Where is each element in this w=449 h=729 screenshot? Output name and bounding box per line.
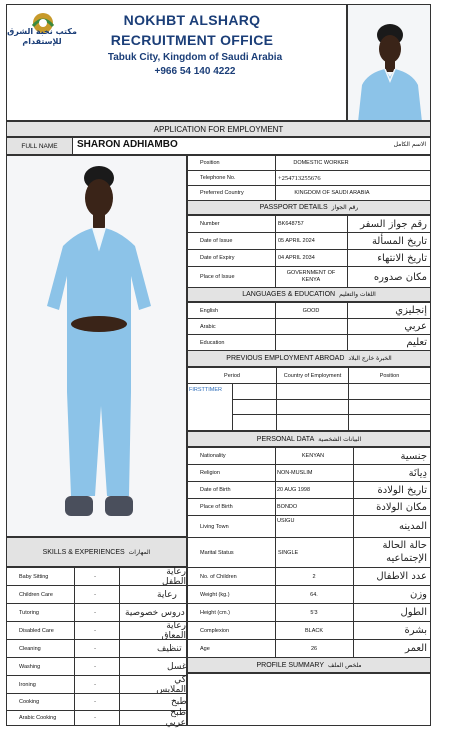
profile-summary-title-ar: ملخص الملف — [328, 661, 362, 669]
dob-row — [187, 481, 431, 498]
skill-row — [6, 675, 187, 693]
height-value: 5'3 — [310, 609, 318, 616]
profile-summary-body — [187, 673, 431, 726]
religion-label: Religion — [200, 470, 220, 476]
divider — [353, 640, 354, 657]
skill-row — [6, 639, 187, 657]
complexion-ar: بشرة — [404, 625, 427, 636]
place-of-issue-ar: مكان صدوره — [373, 271, 427, 283]
full-name-label-ar: الاسم الكامل — [393, 141, 426, 148]
children-value: 2 — [312, 573, 316, 580]
divider — [119, 711, 120, 725]
pob-label: Place of Birth — [200, 504, 233, 510]
age-ar: العمر — [405, 643, 427, 654]
skill-value: - — [94, 573, 96, 580]
personal-data-title: PERSONAL DATA — [256, 435, 315, 443]
children-row — [187, 567, 431, 585]
employment-col-country: Country of Employment — [276, 368, 348, 384]
skill-ar: رعاية — [157, 589, 177, 600]
skill-label: Tutoring — [19, 609, 39, 616]
divider — [119, 676, 120, 693]
passport-number-row — [187, 215, 431, 232]
divider — [119, 658, 120, 675]
height-label: Height (cm.) — [200, 609, 230, 616]
passport-number-value: BK648757 — [278, 221, 304, 227]
skill-ar: غسل — [167, 661, 187, 672]
company-title-line1: NOKHBT ALSHARQ — [123, 12, 261, 28]
preferred-country-row — [187, 185, 431, 200]
divider — [275, 250, 276, 266]
divider — [347, 319, 348, 334]
divider — [119, 568, 120, 585]
skill-label: Cooking — [19, 699, 40, 705]
divider — [353, 482, 354, 498]
living-town-label: Living Town — [200, 523, 229, 530]
divider — [353, 604, 354, 621]
marital-ar-line1: حالة الحالة — [382, 540, 427, 551]
position-row — [187, 155, 431, 170]
dob-label: Date of Birth — [200, 487, 231, 493]
age-value: 26 — [310, 645, 318, 652]
dob-value: 20 AUG 1998 — [277, 487, 311, 493]
employment-first-entry: FIRSTTIMER — [189, 387, 222, 393]
full-name-row — [6, 137, 431, 155]
weight-value: 64. — [310, 591, 318, 598]
divider — [347, 250, 348, 266]
living-town-row — [187, 515, 431, 537]
logo-ar-line2: للإستقدام — [22, 37, 62, 46]
grid-line — [232, 414, 430, 415]
company-phone: +966 54 140 4222 — [154, 66, 236, 77]
education-label: Education — [200, 339, 225, 346]
preferred-country-value: KINGDOM OF SAUDI ARABIA — [294, 190, 370, 196]
arabic-row — [187, 318, 431, 334]
full-name-label: FULL NAME — [21, 142, 58, 150]
skills-title: SKILLS & EXPERIENCES — [42, 548, 125, 556]
arabic-value — [276, 319, 346, 334]
pob-row — [187, 498, 431, 515]
divider — [275, 216, 276, 232]
full-name-value: SHARON ADHIAMBO — [77, 139, 178, 150]
religion-value: NON-MUSLIM — [277, 470, 313, 476]
divider — [347, 335, 348, 350]
divider — [275, 171, 276, 185]
divider — [275, 482, 276, 498]
place-of-issue-value: GOVERNMENT OF KENYA — [286, 270, 336, 283]
passport-header — [187, 200, 431, 215]
issue-date-ar: تاريخ المسألة — [371, 235, 427, 247]
skill-label: Ironing — [19, 681, 36, 688]
divider — [347, 233, 348, 249]
issue-date-value: 05 APRIL 2024 — [278, 238, 315, 244]
education-ar: تعليم — [406, 337, 427, 348]
education-value — [276, 335, 346, 350]
skill-label: Cleaning — [19, 645, 41, 652]
employment-grid — [188, 384, 430, 430]
divider — [275, 267, 276, 287]
languages-header — [187, 287, 431, 302]
portrait-figure — [348, 5, 431, 121]
skill-ar: طبخ — [171, 697, 187, 707]
employment-col-period: Period — [188, 368, 276, 384]
skill-row — [6, 603, 187, 621]
living-town-value: USIGU — [277, 518, 295, 524]
divider — [275, 499, 276, 515]
previous-employment-title-ar: الخبرة خارج البلاد — [348, 355, 392, 362]
weight-row — [187, 585, 431, 603]
divider — [353, 622, 354, 639]
application-title — [6, 121, 431, 137]
skill-label: Disabled Care — [19, 627, 54, 634]
divider — [119, 586, 120, 603]
height-ar: الطول — [400, 607, 427, 618]
skill-row — [6, 621, 187, 639]
skill-ar: دروس خصوصية — [125, 607, 185, 618]
languages-title: LANGUAGES & EDUCATION — [242, 291, 336, 298]
height-row — [187, 603, 431, 621]
children-ar: عدد الاطفال — [376, 571, 427, 582]
place-of-issue-row — [187, 266, 431, 287]
full-body-photo — [6, 155, 187, 537]
skill-label: Arabic Cooking — [19, 715, 57, 721]
divider — [353, 586, 354, 603]
full-name-label-cell — [7, 138, 73, 154]
grid-line — [232, 384, 233, 430]
arabic-label: Arabic — [200, 323, 216, 330]
passport-title: PASSPORT DETAILS — [259, 204, 328, 211]
nationality-value: KENYAN — [301, 453, 325, 459]
skill-label: Children Care — [19, 591, 53, 598]
marital-ar-line2: الإجتماعيه — [386, 553, 427, 564]
weight-label: Weight (kg.) — [200, 591, 230, 598]
expiry-date-value: 04 APRIL 2034 — [278, 255, 315, 261]
skill-value: - — [94, 645, 96, 652]
skill-row — [6, 585, 187, 603]
skill-value: - — [94, 609, 96, 616]
divider — [275, 516, 276, 537]
nationality-label: Nationality — [200, 453, 226, 459]
weight-ar: وزن — [409, 589, 427, 600]
english-row — [187, 302, 431, 318]
children-label: No. of Children — [200, 573, 237, 580]
pob-value: BONDO — [277, 504, 298, 510]
nationality-ar: جنسية — [400, 450, 427, 462]
profile-summary-title: PROFILE SUMMARY — [256, 661, 325, 669]
english-ar: إنجليزي — [395, 305, 427, 316]
marital-value: SINGLE — [278, 549, 299, 556]
skill-value: - — [94, 715, 96, 721]
telephone-value: +254713255676 — [278, 174, 321, 182]
complexion-row — [187, 621, 431, 639]
religion-ar: دِيانَة — [408, 467, 427, 479]
pob-ar: مكان الولادة — [376, 501, 427, 513]
skill-row — [6, 710, 187, 726]
previous-employment-title: PREVIOUS EMPLOYMENT ABROAD — [226, 355, 345, 362]
divider — [119, 622, 120, 639]
place-of-issue-label: Place of Issue — [200, 274, 235, 280]
divider — [275, 233, 276, 249]
english-label: English — [200, 307, 219, 314]
education-row — [187, 334, 431, 350]
divider — [347, 303, 348, 318]
religion-row — [187, 464, 431, 481]
complexion-label: Complexion — [200, 627, 230, 634]
skill-value: - — [94, 627, 96, 634]
expiry-date-ar: تاريخ الانتهاء — [377, 252, 427, 264]
skill-ar: تنظيف — [157, 643, 182, 654]
divider — [347, 216, 348, 232]
skill-label: Baby Sitting — [19, 573, 49, 580]
issue-date-row — [187, 232, 431, 249]
age-label: Age — [200, 645, 210, 652]
logo-ar-line1: مكتب نخبة الشرق — [7, 27, 77, 36]
passport-title-ar: رقم الجواز — [331, 204, 359, 211]
preferred-country-label: Preferred Country — [200, 190, 244, 196]
passport-number-label: Number — [200, 221, 220, 227]
divider — [347, 267, 348, 287]
dob-ar: تاريخ الولادة — [377, 484, 427, 496]
skills-title-ar: المهارات — [128, 548, 151, 556]
divider — [119, 604, 120, 621]
full-body-figure — [7, 156, 187, 537]
divider — [119, 694, 120, 710]
age-row — [187, 639, 431, 657]
skill-value: - — [94, 663, 96, 670]
arabic-ar: عربي — [404, 321, 427, 332]
languages-title-ar: اللغات والتعليم — [339, 291, 376, 298]
skill-value: - — [94, 591, 96, 598]
skills-header — [6, 537, 187, 567]
company-title-line2: RECRUITMENT OFFICE — [110, 32, 274, 48]
position-value: DOMESTIC WORKER — [293, 160, 349, 166]
passport-number-ar: رقم جواز السفر — [360, 218, 427, 230]
grid-line — [232, 399, 430, 400]
expiry-date-row — [187, 249, 431, 266]
skill-value: - — [94, 699, 96, 705]
grid-line — [276, 384, 277, 430]
expiry-date-label: Date of Expiry — [200, 255, 235, 261]
telephone-row — [187, 170, 431, 185]
personal-data-title-ar: البيانات الشخصية — [318, 435, 362, 443]
divider — [275, 538, 276, 567]
skill-ar: رعاية الطفل — [162, 566, 186, 587]
divider — [353, 465, 354, 481]
portrait-photo — [347, 4, 431, 121]
skill-label: Washing — [19, 663, 41, 670]
marital-row — [187, 537, 431, 567]
nationality-row — [187, 447, 431, 464]
divider — [353, 568, 354, 585]
issue-date-label: Date of Issue — [200, 238, 233, 244]
previous-employment-header — [187, 350, 431, 367]
skill-ar: طبخ عربي — [165, 708, 186, 728]
english-value: GOOD — [302, 307, 320, 314]
company-address: Tabuk City, Kingdom of Saudi Arabia — [107, 52, 283, 63]
skill-ar: كي الملابس — [156, 674, 186, 695]
complexion-value: BLACK — [304, 627, 324, 634]
skill-ar: رعاية المعاق — [161, 620, 186, 641]
skill-value: - — [94, 681, 96, 688]
telephone-label: Telephone No. — [200, 175, 236, 181]
divider — [119, 640, 120, 657]
application-title-text: APPLICATION FOR EMPLOYMENT — [153, 124, 284, 134]
previous-employment-table — [187, 367, 431, 431]
divider — [353, 516, 354, 537]
skill-row — [6, 657, 187, 675]
profile-summary-header — [187, 657, 431, 673]
personal-data-header — [187, 431, 431, 447]
divider — [353, 499, 354, 515]
divider — [353, 538, 354, 567]
living-town-ar: المدينه — [398, 521, 427, 532]
divider — [353, 448, 354, 464]
skill-row — [6, 567, 187, 585]
grid-line — [348, 384, 349, 430]
divider — [275, 465, 276, 481]
marital-label: Marital Status — [200, 549, 234, 556]
employment-col-position: Position — [348, 368, 430, 384]
position-label: Position — [200, 160, 220, 166]
